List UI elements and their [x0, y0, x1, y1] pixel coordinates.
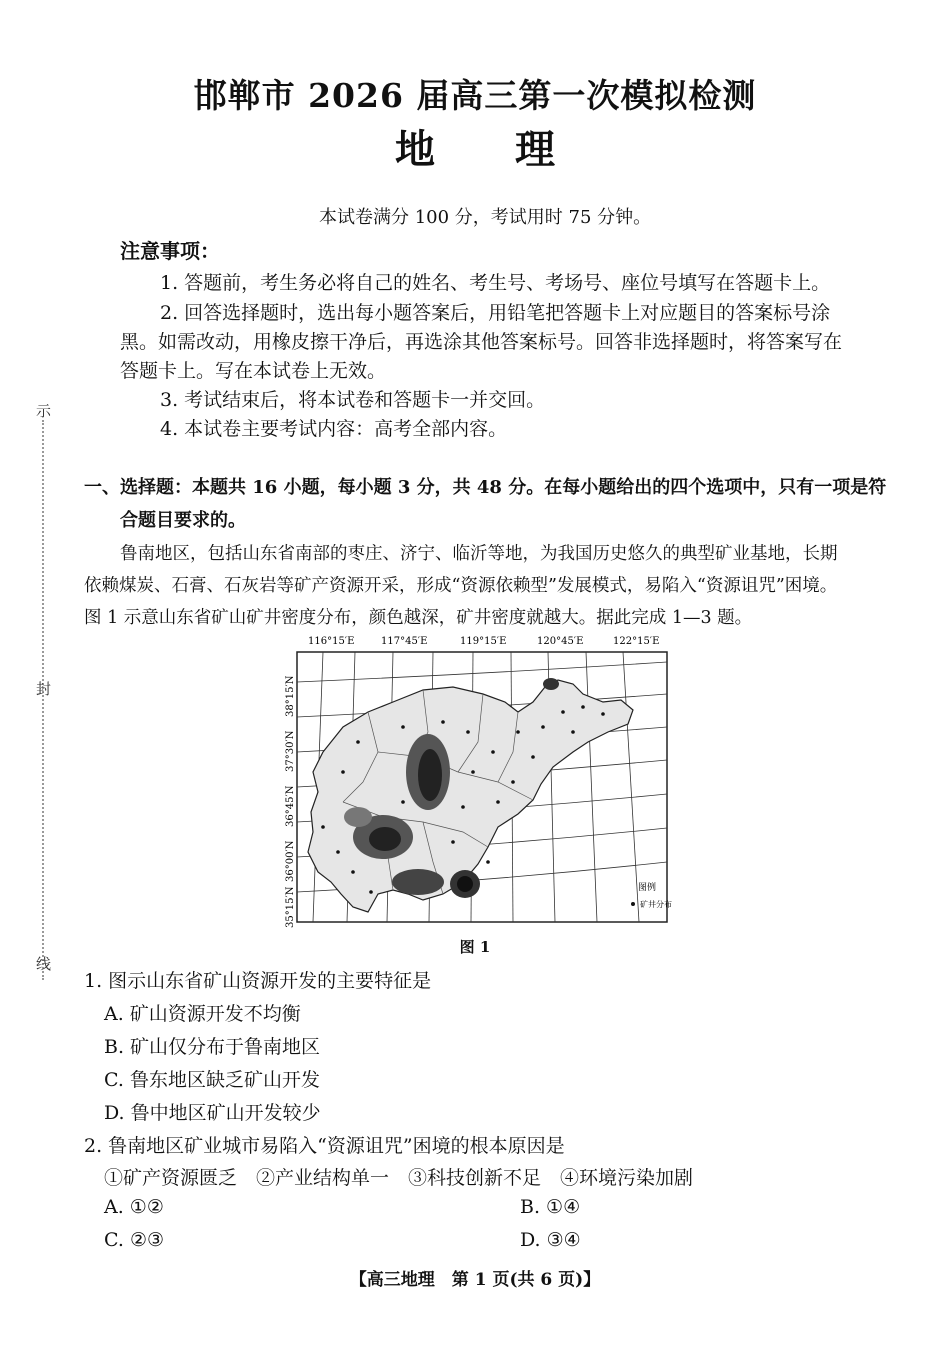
lon-label: 116°15′E [308, 636, 355, 647]
lat-label: 35°15′N [285, 886, 296, 928]
q2-option-a: A. ①② [104, 1196, 164, 1218]
notice-heading: 注意事项： [120, 239, 220, 263]
lon-label: 119°15′E [460, 636, 507, 647]
page-footer: 【高三地理 第 1 页(共 6 页)】 [349, 1270, 601, 1290]
margin-mark-3: 线 [36, 955, 52, 973]
notice-line-1: 1. 答题前，考生务必将自己的姓名、考生号、考场号、座位号填写在答题卡上。 [160, 272, 831, 294]
passage-line-2: 依赖煤炭、石膏、石灰岩等矿产资源开采，形成“资源依赖型”发展模式，易陷入“资源诅咒”困境。 [84, 576, 838, 596]
legend-title: 图例 [638, 883, 657, 893]
notice-line-4: 4. 本试卷主要考试内容：高考全部内容。 [160, 418, 508, 440]
exam-info: 本试卷满分 100 分，考试用时 75 分钟。 [319, 207, 652, 228]
lon-label: 117°45′E [381, 636, 428, 647]
binding-line [42, 420, 44, 980]
q1-option-b: B. 矿山仅分布于鲁南地区 [104, 1036, 321, 1058]
notice-line-2a: 2. 回答选择题时，选出每小题答案后，用铅笔把答题卡上对应题目的答案标号涂 [160, 302, 831, 324]
notice-line-2b: 黑。如需改动，用橡皮擦干净后，再选涂其他答案标号。回答非选择题时，将答案写在 [120, 331, 843, 353]
q2-option-c: C. ②③ [104, 1229, 165, 1251]
q1-option-c: C. 鲁东地区缺乏矿山开发 [104, 1069, 320, 1091]
q1-option-a: A. 矿山资源开发不均衡 [104, 1003, 301, 1025]
exam-title: 邯郸市 2026 届高三第一次模拟检测 [193, 76, 757, 115]
passage-line-3: 图 1 示意山东省矿山矿井密度分布，颜色越深，矿井密度就越大。据此完成 1—3 题。 [84, 608, 753, 628]
figure-caption: 图 1 [459, 938, 491, 956]
q1-option-d: D. 鲁中地区矿山开发较少 [104, 1102, 321, 1124]
legend-dot [631, 902, 635, 906]
lon-label: 122°15′E [613, 636, 660, 647]
margin-mark-1: 示 [36, 402, 52, 420]
margin-mark-2: 封 [36, 680, 52, 698]
q2-option-b: B. ①④ [520, 1196, 581, 1218]
lat-label: 36°45′N [285, 785, 296, 827]
notice-line-3: 3. 考试结束后，将本试卷和答题卡一并交回。 [160, 389, 546, 411]
mine-density-map [283, 632, 673, 932]
lat-label: 38°15′N [285, 675, 296, 717]
q1-stem: 1. 图示山东省矿山资源开发的主要特征是 [84, 970, 432, 992]
section-heading-line-2: 合题目要求的。 [120, 510, 246, 531]
q2-items: ①矿产资源匮乏 ②产业结构单一 ③科技创新不足 ④环境污染加剧 [104, 1167, 694, 1189]
q2-option-d: D. ③④ [520, 1229, 581, 1251]
lon-label: 120°45′E [537, 636, 584, 647]
legend-item: 矿井分布 [640, 900, 672, 909]
subject-title: 地理 [395, 126, 635, 173]
passage-line-1: 鲁南地区，包括山东省南部的枣庄、济宁、临沂等地，为我国历史悠久的典型矿业基地，长期 [120, 544, 838, 564]
q2-stem: 2. 鲁南地区矿业城市易陷入“资源诅咒”困境的根本原因是 [84, 1135, 565, 1157]
lat-label: 36°00′N [285, 840, 296, 882]
lat-label: 37°30′N [285, 730, 296, 772]
notice-line-2c: 答题卡上。写在本试卷上无效。 [120, 360, 387, 382]
section-heading-line-1: 一、选择题：本题共 16 小题，每小题 3 分，共 48 分。在每小题给出的四个选项中，只有一项是符 [84, 477, 887, 498]
